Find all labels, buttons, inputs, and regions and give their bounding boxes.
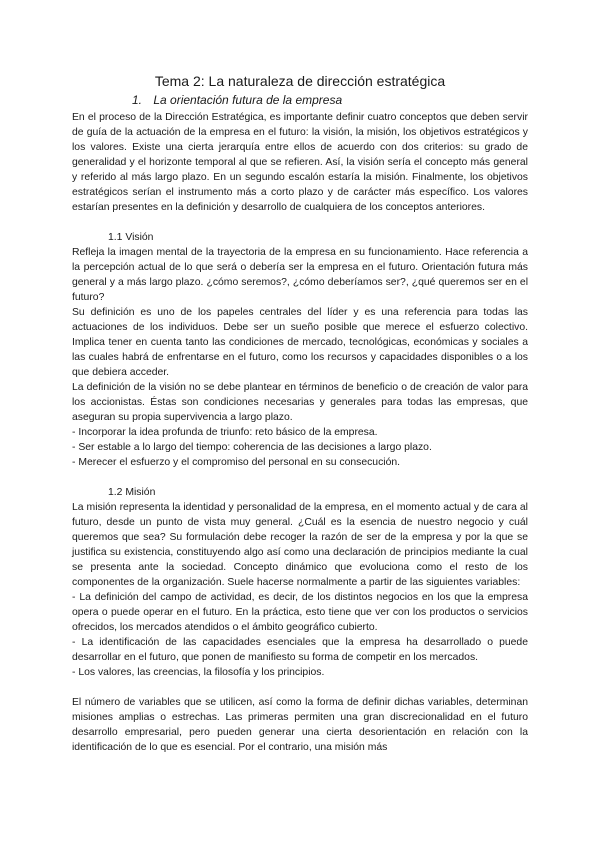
- document-title: Tema 2: La naturaleza de dirección estratégica: [154, 73, 446, 89]
- vision-paragraph: Su definición es uno de los papeles centrales del líder y es una referencia para todas las actuaciones de los individuos. Debe ser un sueño posible que merece el esfuerzo colectivo. Implica tener en cuenta tanto las condiciones de mercado, tecnológicas, económicas y sociales a las cuales habrá de enfrentarse en el futuro, como los recursos y capacidades disponibles o a los que debiera acceder.: [72, 307, 528, 378]
- vision-paragraph: La definición de la visión no se debe plantear en términos de beneficio o de creación de valor para los accionistas. Éstas son condiciones necesarias y generales para todas las empresas, que aseguran su propia supervivencia a largo plazo.: [72, 382, 528, 423]
- mision-list-item: - Los valores, las creencias, la filosofía y los principios.: [72, 667, 325, 678]
- mision-closing-paragraph: El número de variables que se utilicen, así como la forma de definir dichas variables, determinan misiones amplias o estrechas. Las primeras permiten una gran discrecionalidad en el futuro desarrollo empresarial, pero pueden generar una cierta desorientación en relación con la identificación de lo que es esencial. Por el contrario, una misión más: [72, 697, 528, 753]
- spacer: [72, 680, 528, 695]
- spacer: [72, 470, 528, 485]
- spacer: [72, 215, 528, 230]
- vision-list-item: - Merecer el esfuerzo y el compromiso del personal en su consecución.: [72, 457, 401, 468]
- section-heading: [72, 92, 528, 108]
- vision-list-item: - Ser estable a lo largo del tiempo: coherencia de las decisiones a largo plazo.: [72, 442, 432, 453]
- section-number: 1.: [132, 93, 143, 107]
- intro-paragraph: En el proceso de la Dirección Estratégica, es importante definir cuatro conceptos que deben servir de guía de la actuación de la empresa en el futuro: la visión, la misión, los objetivos estratégicos y los valores. Existe una cierta jerarquía entre ellos de acuerdo con dos criterios: su grado de generalidad y el horizonte temporal al que se refieren. Así, la visión sería el concepto más general y referido al más largo plazo. En un segundo escalón estaría la misión. Finalmente, los objetivos estratégicos serían el instrumento más a corto plazo y de carácter más específico. Los valores estarían presentes en la definición y desarrollo de cualquiera de los conceptos anteriores.: [72, 112, 528, 213]
- section-heading-text: La orientación futura de la empresa: [153, 93, 343, 107]
- vision-list-item: - Incorporar la idea profunda de triunfo: reto básico de la empresa.: [72, 427, 378, 438]
- vision-paragraph: Refleja la imagen mental de la trayectoria de la empresa en su funcionamiento. Hace referencia a la percepción actual de lo que será o debería ser la empresa en el futuro. Orientación futura más general y a más largo plazo. ¿cómo seremos?, ¿cómo deberíamos ser?, ¿qué queremos ser en el futuro?: [72, 247, 528, 303]
- mision-list-item: - La identificación de las capacidades esenciales que la empresa ha desarrollado o puede desarrollar en el futuro, que ponen de manifiesto su forma de competir en los mercados.: [72, 637, 528, 663]
- vision-heading: 1.1 Visión: [108, 232, 154, 243]
- mision-paragraph: La misión representa la identidad y personalidad de la empresa, en el momento actual y de cara al futuro, desde un punto de vista muy general. ¿Cuál es la esencia de nuestro negocio y cuál queremos que sea? Su formulación debe recoger la razón de ser de la empresa y por la que se justifica su existencia, constituyendo algo así como una declaración de principios mediante la cual se presenta ante la sociedad. Concepto dinámico que evoluciona como el resto de los componentes de la organización. Suele hacerse normalmente a partir de las siguientes variables:: [72, 502, 528, 588]
- mision-list-item: - La definición del campo de actividad, es decir, de los distintos negocios en los que la empresa opera o puede operar en el futuro. En la práctica, esto tiene que ver con los productos o servicios ofrecidos, los mercados atendidos o el ámbito geográfico cubierto.: [72, 592, 528, 633]
- mision-heading: 1.2 Misión: [108, 487, 156, 498]
